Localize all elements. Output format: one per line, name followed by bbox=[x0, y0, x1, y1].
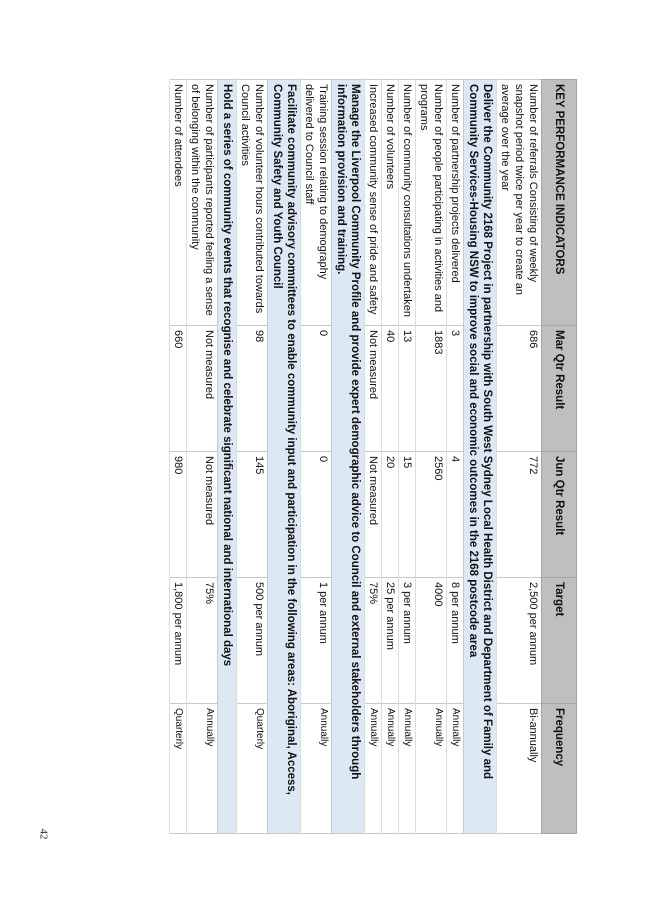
table-row bbox=[399, 80, 416, 834]
jun-qtr-cell: Not measured bbox=[365, 452, 382, 578]
jun-qtr-cell: 4 bbox=[447, 452, 464, 578]
page-number: 42 bbox=[37, 828, 50, 840]
target-cell: 8 per annum bbox=[447, 578, 464, 704]
kpi-cell: Number of attendees bbox=[170, 80, 187, 326]
header-target: Target bbox=[542, 578, 577, 704]
mar-qtr-cell: 13 bbox=[399, 326, 416, 452]
kpi-cell: Number of people participating in activities and programs bbox=[416, 80, 447, 326]
jun-qtr-cell: 2560 bbox=[416, 452, 447, 578]
jun-qtr-cell: 980 bbox=[170, 452, 187, 578]
frequency-cell: Annually bbox=[399, 704, 416, 834]
mar-qtr-cell: 98 bbox=[237, 326, 268, 452]
section-row bbox=[218, 80, 237, 834]
jun-qtr-cell: 20 bbox=[382, 452, 399, 578]
mar-qtr-cell: Not measured bbox=[365, 326, 382, 452]
table-row bbox=[237, 80, 268, 834]
frequency-cell: Quarterly bbox=[170, 704, 187, 834]
kpi-table bbox=[169, 79, 577, 834]
section-row bbox=[268, 80, 301, 834]
header-frequency: Frequency bbox=[542, 704, 577, 834]
target-cell: 3 per annum bbox=[399, 578, 416, 704]
frequency-cell: Bi-annually bbox=[497, 704, 542, 834]
section-heading: Facilitate community advisory committees to enable community input and participation in the following areas: Aboriginal, Access, Community Safety and Youth Council bbox=[268, 80, 301, 834]
table-row bbox=[447, 80, 464, 834]
target-cell: 1,800 per annum bbox=[170, 578, 187, 704]
table-row bbox=[365, 80, 382, 834]
mar-qtr-cell: 3 bbox=[447, 326, 464, 452]
kpi-cell: Number of volunteer hours contributed towards Council activities bbox=[237, 80, 268, 326]
kpi-cell: Number of partnership projects delivered bbox=[447, 80, 464, 326]
table-header-row bbox=[542, 80, 577, 834]
jun-qtr-cell: 145 bbox=[237, 452, 268, 578]
header-mar-qtr: Mar Qtr Result bbox=[542, 326, 577, 452]
frequency-cell: Annually bbox=[447, 704, 464, 834]
frequency-cell: Quarterly bbox=[237, 704, 268, 834]
jun-qtr-cell: Not measured bbox=[187, 452, 218, 578]
table-row bbox=[416, 80, 447, 834]
rotated-table-wrapper bbox=[95, 79, 577, 833]
kpi-cell: Number of community consultations undertaken bbox=[399, 80, 416, 326]
section-heading: Manage the Liverpool Community Profile and provide expert demographic advice to Council and external stakeholders through information provision and training. bbox=[332, 80, 365, 834]
section-heading: Hold a series of community events that recognise and celebrate significant national and international days bbox=[218, 80, 237, 834]
kpi-cell: Number of volunteers bbox=[382, 80, 399, 326]
mar-qtr-cell: 686 bbox=[497, 326, 542, 452]
target-cell: 1 per annum bbox=[301, 578, 332, 704]
target-cell: 25 per annum bbox=[382, 578, 399, 704]
table-row bbox=[497, 80, 542, 834]
mar-qtr-cell: 40 bbox=[382, 326, 399, 452]
table-row bbox=[170, 80, 187, 834]
jun-qtr-cell: 772 bbox=[497, 452, 542, 578]
mar-qtr-cell: 660 bbox=[170, 326, 187, 452]
frequency-cell: Annually bbox=[382, 704, 399, 834]
frequency-cell: Annually bbox=[416, 704, 447, 834]
target-cell: 75% bbox=[365, 578, 382, 704]
target-cell: 500 per annum bbox=[237, 578, 268, 704]
jun-qtr-cell: 0 bbox=[301, 452, 332, 578]
table-row bbox=[301, 80, 332, 834]
frequency-cell: Annually bbox=[301, 704, 332, 834]
target-cell: 2,500 per annum bbox=[497, 578, 542, 704]
target-cell: 75% bbox=[187, 578, 218, 704]
table-body bbox=[170, 80, 542, 834]
mar-qtr-cell: 1883 bbox=[416, 326, 447, 452]
section-row bbox=[464, 80, 497, 834]
mar-qtr-cell: Not measured bbox=[187, 326, 218, 452]
kpi-cell: Increased community sense of pride and safety bbox=[365, 80, 382, 326]
table-row bbox=[382, 80, 399, 834]
header-jun-qtr: Jun Qtr Result bbox=[542, 452, 577, 578]
jun-qtr-cell: 15 bbox=[399, 452, 416, 578]
header-kpi: KEY PERFORMANCE INDICATORS bbox=[542, 80, 577, 326]
section-row bbox=[332, 80, 365, 834]
frequency-cell: Annually bbox=[365, 704, 382, 834]
mar-qtr-cell: 0 bbox=[301, 326, 332, 452]
table-row bbox=[187, 80, 218, 834]
target-cell: 4000 bbox=[416, 578, 447, 704]
kpi-cell: Number of participants reported feeling a sense of belonging within the community bbox=[187, 80, 218, 326]
kpi-cell: Training session relating to demography delivered to Council staff bbox=[301, 80, 332, 326]
section-heading: Deliver the Community 2168 Project in partnership with South West Sydney Local Health District and Department of Family and Community Services-Housing NSW to improve social and economic outcomes in the 2168 postcode area bbox=[464, 80, 497, 834]
kpi-cell: Number of referrals Consisting of weekly snapshot period twice per year to create an average over the year bbox=[497, 80, 542, 326]
frequency-cell: Annually bbox=[187, 704, 218, 834]
